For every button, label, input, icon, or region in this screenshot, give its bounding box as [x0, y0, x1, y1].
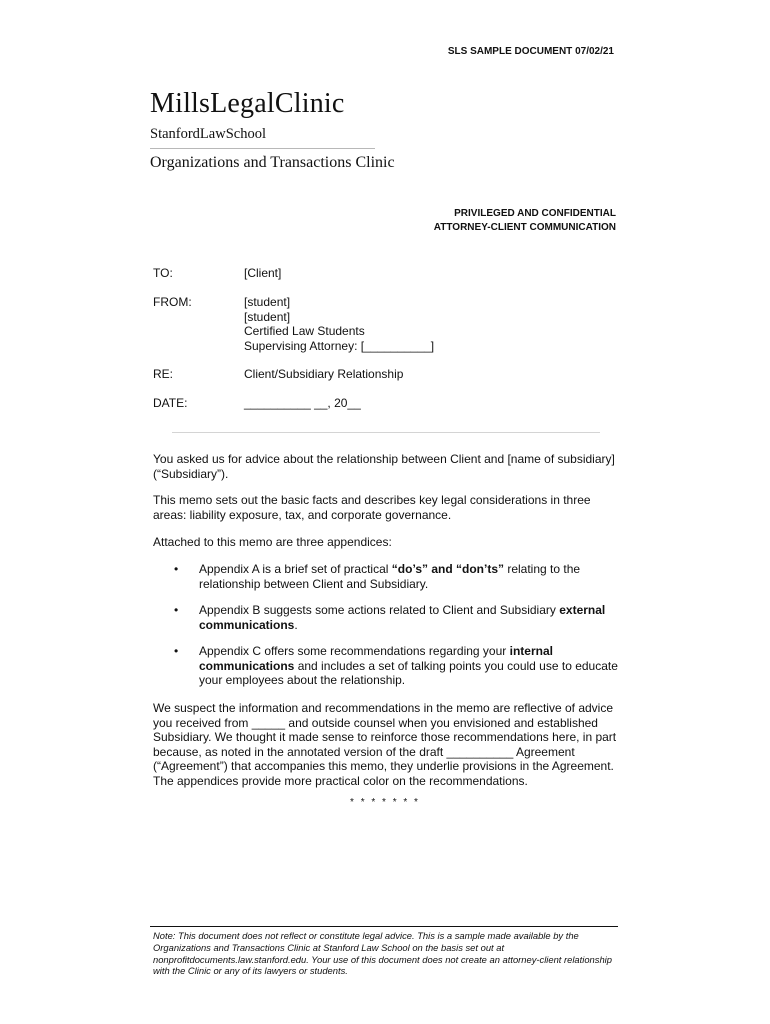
- re-label: RE:: [153, 367, 174, 381]
- paragraph-appendices: Attached to this memo are three appendices:: [153, 535, 392, 549]
- paragraph-intro: You asked us for advice about the relationship between Client and [name of subsidiary] (“Subsidiary”).: [153, 452, 615, 481]
- section-divider: [172, 432, 600, 433]
- bullet-glyph: •: [174, 644, 179, 658]
- footnote-disclaimer: Note: This document does not reflect or constitute legal advice. This is a sample made available by the Organizations and Transactions Clinic at Stanford Law School on the basis set out at nonprofitdocuments.law.stanford.edu. Your use of this document does not create an attorney-client relationship with the Clinic or any of its lawyers or students.: [153, 930, 612, 977]
- bullet-text-plain: Appendix A is a brief set of practical: [199, 562, 392, 576]
- from-value: [244, 295, 434, 353]
- section-separator-stars: * * * * * * *: [350, 797, 420, 808]
- document-code: SLS SAMPLE DOCUMENT 07/02/21: [447, 46, 614, 57]
- bullet-text-bold: internal communications: [199, 644, 553, 673]
- bullet-text-plain: Appendix C offers some recommendations regarding your: [199, 644, 510, 658]
- bullet-appendix-a: [199, 562, 619, 591]
- from-label: FROM:: [153, 295, 192, 309]
- privilege-line-1: PRIVILEGED AND CONFIDENTIAL: [454, 208, 616, 219]
- bullet-glyph: •: [174, 603, 179, 617]
- from-line: Certified Law Students: [244, 324, 365, 338]
- paragraph-overview: This memo sets out the basic facts and describes key legal considerations in three areas: liability exposure, tax, and corporate governance.: [153, 493, 591, 522]
- bullet-text-plain: and includes a set of talking points you could use to educate your employees about the relationship.: [199, 658, 618, 687]
- bullet-appendix-c: [199, 644, 619, 688]
- privilege-line-2: ATTORNEY-CLIENT COMMUNICATION: [433, 222, 616, 233]
- re-value: Client/Subsidiary Relationship: [244, 367, 404, 381]
- to-label: TO:: [153, 266, 173, 280]
- from-line: [student]: [244, 295, 291, 309]
- clinic-logo-subtitle: StanfordLawSchool: [150, 126, 266, 142]
- to-value: [Client]: [244, 266, 282, 280]
- bullet-text-plain: relating to the relationship between Client and Subsidiary.: [199, 562, 581, 591]
- paragraph-conclusion: We suspect the information and recommendations in the memo are reflective of advice you received from _____ and outside counsel when you envisioned and established Subsidiary. We thought it made sense to reinforce those recommendations here, in part because, as noted in the annotated version of the draft __________ Agreement (“Agreement”) that accompanies this memo, they underlie provisions in the Agreement. The appendices provide more practical color on the recommendations.: [153, 701, 617, 788]
- bullet-text-bold: external communications: [199, 603, 606, 632]
- clinic-name: Organizations and Transactions Clinic: [150, 154, 395, 171]
- from-line: Supervising Attorney: [__________]: [244, 338, 435, 353]
- clinic-logo-title: MillsLegalClinic: [150, 88, 345, 119]
- footnote-divider: [150, 926, 618, 927]
- date-value: __________ __, 20__: [244, 396, 361, 410]
- bullet-text-plain: .: [294, 617, 298, 632]
- logo-divider: [150, 148, 375, 149]
- date-label: DATE:: [153, 396, 188, 410]
- bullet-appendix-b: [199, 603, 619, 632]
- privilege-notice: [434, 207, 616, 235]
- bullet-glyph: •: [174, 562, 179, 576]
- from-line: [student]: [244, 309, 291, 324]
- bullet-text-bold: “do’s” and “don’ts”: [391, 562, 504, 576]
- bullet-text-plain: Appendix B suggests some actions related to Client and Subsidiary: [199, 603, 560, 617]
